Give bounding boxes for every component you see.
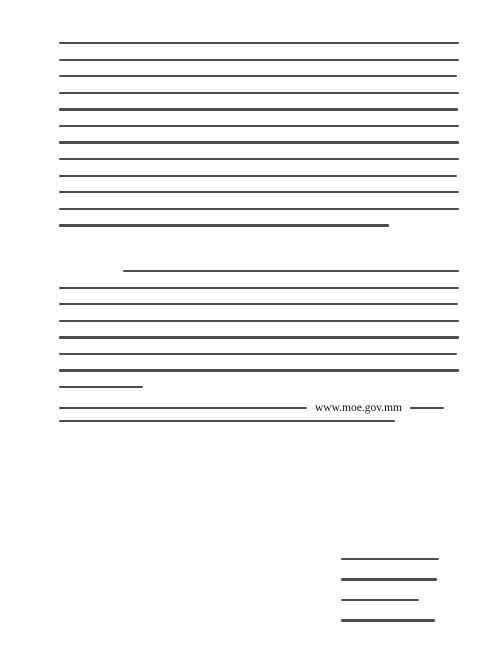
signature-block	[341, 558, 451, 640]
paragraph-1	[59, 42, 459, 241]
paragraph-2	[59, 270, 459, 403]
website-url: www.moe.gov.mm	[315, 402, 402, 414]
note-paragraph	[59, 401, 459, 436]
